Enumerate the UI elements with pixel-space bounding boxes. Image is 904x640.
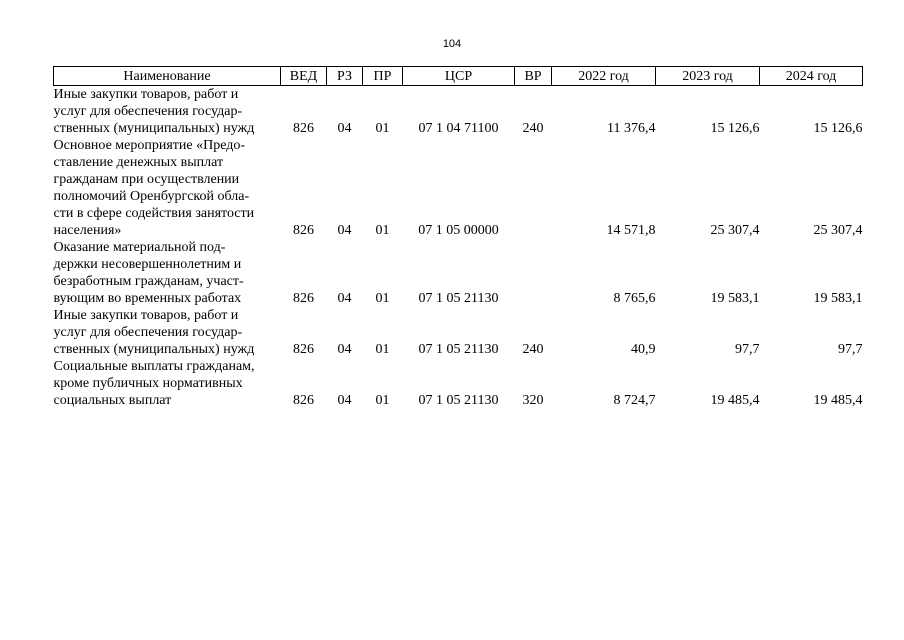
cell-2024: 19 583,1 bbox=[813, 291, 863, 306]
table-body bbox=[54, 86, 863, 410]
header-2022: 2022 год bbox=[552, 67, 656, 86]
cell-pr: 01 bbox=[375, 223, 390, 238]
name-line: Основное мероприятие «Предо- bbox=[53, 138, 246, 153]
header-2023: 2023 год bbox=[656, 67, 760, 86]
name-line: Социальные выплаты гражданам, bbox=[53, 359, 255, 374]
name-line: держки несовершеннолетним и bbox=[53, 257, 242, 272]
name-line: безработным гражданам, участ- bbox=[53, 274, 244, 289]
name-line: вующим во временных работах bbox=[53, 291, 242, 306]
cell-ved: 826 bbox=[293, 223, 314, 238]
name-line: сти в сфере содействия занятости bbox=[53, 206, 255, 221]
cell-csr: 07 1 05 21130 bbox=[418, 393, 499, 408]
cell-2022: 8 765,6 bbox=[613, 291, 656, 306]
cell-ved: 826 bbox=[293, 121, 314, 136]
cell-csr: 07 1 05 00000 bbox=[418, 223, 499, 238]
cell-2022: 11 376,4 bbox=[607, 121, 656, 136]
table-row bbox=[54, 137, 863, 239]
header-pr: ПР bbox=[363, 67, 403, 86]
cell-2024: 97,7 bbox=[838, 342, 863, 357]
header-csr: ЦСР bbox=[403, 67, 515, 86]
name-line: ственных (муниципальных) нужд bbox=[53, 342, 255, 357]
name-line: полномочий Оренбургской обла- bbox=[53, 189, 250, 204]
cell-2024: 19 485,4 bbox=[813, 393, 863, 408]
cell-2024: 15 126,6 bbox=[813, 121, 863, 136]
name-line: гражданам при осуществлении bbox=[53, 172, 240, 187]
header-rz: РЗ bbox=[327, 67, 363, 86]
cell-pr: 01 bbox=[375, 291, 390, 306]
name-line: услуг для обеспечения государ- bbox=[53, 325, 243, 340]
table-row bbox=[54, 239, 863, 307]
cell-vr: 240 bbox=[522, 121, 544, 136]
budget-table bbox=[53, 66, 863, 409]
cell-csr: 07 1 05 21130 bbox=[418, 291, 499, 306]
cell-rz: 04 bbox=[337, 121, 352, 136]
cell-vr: 240 bbox=[522, 342, 544, 357]
cell-2024: 25 307,4 bbox=[813, 223, 863, 238]
name-line: услуг для обеспечения государ- bbox=[53, 104, 243, 119]
page-number: 104 bbox=[442, 38, 462, 50]
cell-2023: 97,7 bbox=[735, 342, 760, 357]
cell-csr: 07 1 05 21130 bbox=[418, 342, 499, 357]
cell-2023: 19 583,1 bbox=[710, 291, 760, 306]
table-row bbox=[54, 358, 863, 409]
header-2024: 2024 год bbox=[760, 67, 863, 86]
cell-csr: 07 1 04 71100 bbox=[418, 121, 499, 136]
header-ved: ВЕД bbox=[281, 67, 327, 86]
cell-rz: 04 bbox=[337, 223, 352, 238]
cell-name bbox=[54, 137, 281, 239]
table-row bbox=[54, 86, 863, 138]
name-line: Оказание материальной под- bbox=[53, 240, 226, 255]
cell-ved: 826 bbox=[293, 342, 314, 357]
header-vr: ВР bbox=[515, 67, 552, 86]
cell-2023: 15 126,6 bbox=[710, 121, 760, 136]
name-line: Иные закупки товаров, работ и bbox=[53, 308, 239, 323]
cell-2023: 19 485,4 bbox=[710, 393, 760, 408]
cell-vr bbox=[515, 137, 552, 239]
cell-name bbox=[54, 86, 281, 138]
cell-name bbox=[54, 307, 281, 358]
cell-name bbox=[54, 358, 281, 409]
cell-rz: 04 bbox=[337, 291, 352, 306]
name-line: кроме публичных нормативных bbox=[53, 376, 243, 391]
cell-2022: 14 571,8 bbox=[606, 223, 656, 238]
name-line: социальных выплат bbox=[53, 393, 172, 408]
cell-pr: 01 bbox=[375, 342, 390, 357]
cell-vr: 320 bbox=[522, 393, 544, 408]
name-line: ственных (муниципальных) нужд bbox=[53, 121, 255, 136]
header-name: Наименование bbox=[54, 67, 281, 86]
table-row bbox=[54, 307, 863, 358]
cell-rz: 04 bbox=[337, 342, 352, 357]
cell-2022: 40,9 bbox=[631, 342, 656, 357]
name-line: ставление денежных выплат bbox=[53, 155, 224, 170]
name-line: населения» bbox=[53, 223, 122, 238]
name-line: Иные закупки товаров, работ и bbox=[53, 87, 239, 102]
cell-pr: 01 bbox=[375, 121, 390, 136]
cell-pr: 01 bbox=[375, 393, 390, 408]
cell-2022: 8 724,7 bbox=[613, 393, 656, 408]
table-header-row bbox=[54, 67, 863, 86]
cell-rz: 04 bbox=[337, 393, 352, 408]
cell-name bbox=[54, 239, 281, 307]
cell-vr bbox=[515, 239, 552, 307]
cell-ved: 826 bbox=[293, 291, 314, 306]
cell-2023: 25 307,4 bbox=[710, 223, 760, 238]
cell-ved: 826 bbox=[293, 393, 314, 408]
